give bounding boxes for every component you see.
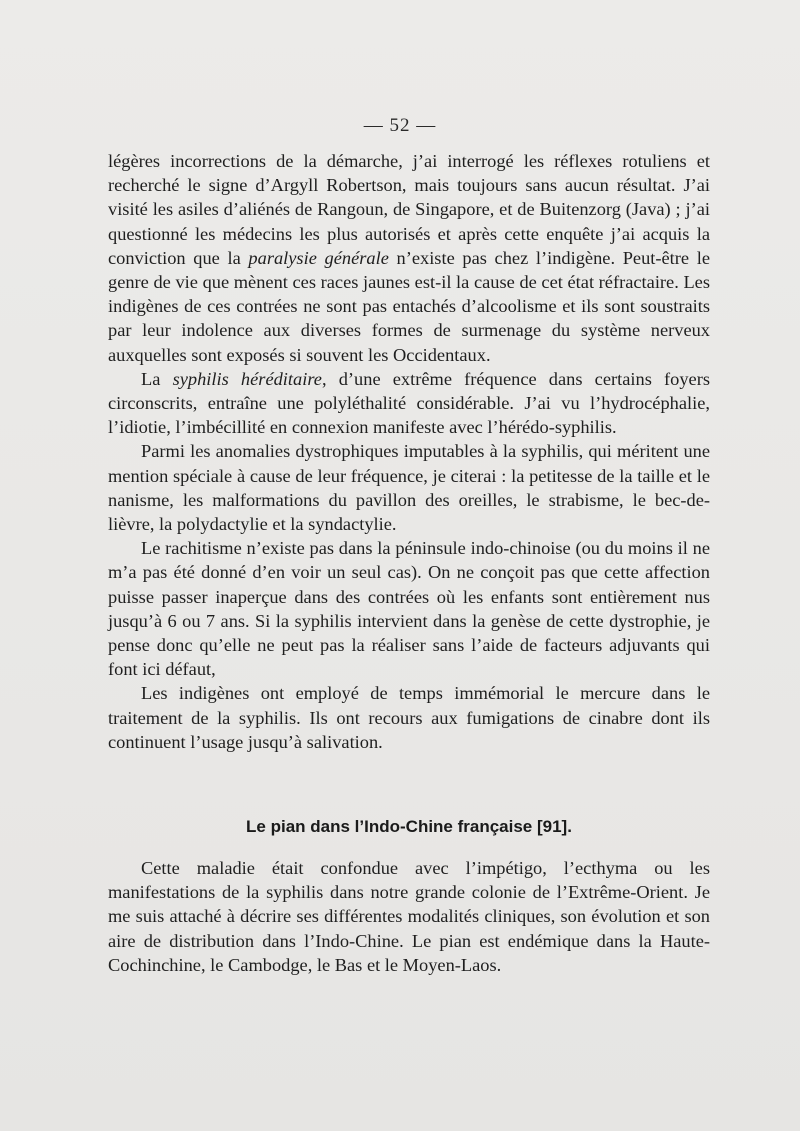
paragraph-1-italic: paralysie générale [248,247,389,268]
paragraph-2-italic: syphilis héréditaire [172,368,322,389]
body-text-main [108,149,710,754]
section-heading: Le pian dans l’Indo-Chine française [91]. [246,817,572,836]
paragraph-2: La syphilis héréditaire, d’une extrême fréquence dans certains foyers circonscrits, entraîne une polyléthalité considérable. J’ai vu l’hydrocéphalie, l’idiotie, l’imbécillité en connexion manifeste avec l’hérédo-syphilis. [108,368,710,438]
body-text-section [108,856,710,977]
page-number: — 52 — [363,115,437,136]
paragraph-4: Le rachitisme n’existe pas dans la péninsule indo-chinoise (ou du moins il ne m’a pas été donné d’en voir un seul cas). On ne conçoit pas que cette affection puisse passer inaperçue dans des contrées où les enfants sont entièrement nus jusqu’à 6 ou 7 ans. Si la syphilis intervient dans la genèse de cette dystrophie, je pense donc qu’elle ne peut pas la réaliser sans l’aide de facteurs adjuvants qui font ici défaut, [108,538,710,680]
paragraph-1: légères incorrections de la démarche, j’ai interrogé les réflexes rotuliens et recherché le signe d’Argyll Robertson, mais toujours sans aucun résultat. J’ai visité les asiles d’aliénés de Rangoun, de Singapore, et de Buitenzorg (Java) ; j’ai questionné les médecins les plus autorisés et après cette enquête j’ai acquis la conviction que la paralysie générale n’existe pas chez l’indigène. Peut-être le genre de vie que mènent ces races jaunes est-il la cause de cet état réfractaire. Les indigènes de ces contrées ne sont pas entachés d’alcoolisme et ils sont soustraits par leur indolence aux diverses formes de surmenage du système nerveux auxquelles sont exposés si souvent les Occidentaux. [108,151,710,365]
paragraph-6: Cette maladie était confondue avec l’impétigo, l’ecthyma ou les manifestations de la syphilis dans notre grande colonie de l’Extrême-Orient. Je me suis attaché à décrire ses différentes modalités cliniques, son évolution et son aire de distribution dans l’Indo-Chine. Le pian est endémique dans la Haute-Cochinchine, le Cambodge, le Bas et le Moyen-Laos. [108,858,710,975]
paragraph-5: Les indigènes ont employé de temps immémorial le mercure dans le traitement de la syphilis. Ils ont recours aux fumigations de cinabre dont ils continuent l’usage jusqu’à salivation. [108,683,710,752]
paragraph-3: Parmi les anomalies dystrophiques imputables à la syphilis, qui méritent une mention spéciale à cause de leur fréquence, je citerai : la petitesse de la taille et le nanisme, les malformations du pavillon des oreilles, le strabisme, le bec-de-lièvre, la polydactylie et la syndactylie. [108,441,710,535]
